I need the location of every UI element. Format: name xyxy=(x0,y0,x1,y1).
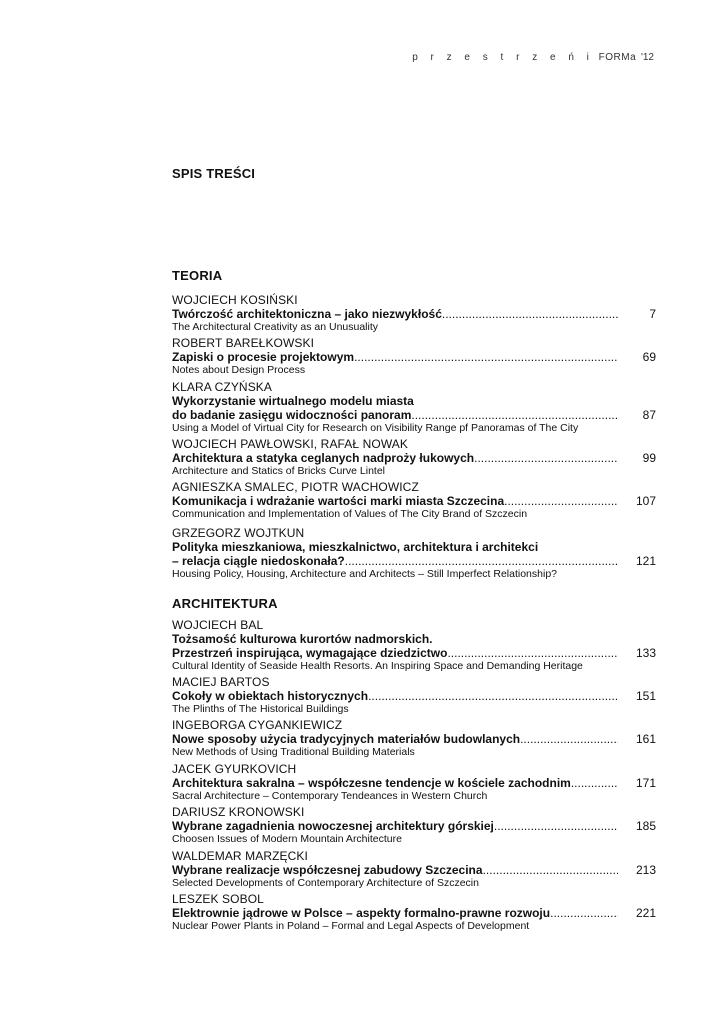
entry-title: Tożsamość kulturowa kurortów nadmorskich. xyxy=(172,632,433,646)
entry-title: Twórczość architektoniczna – jako niezwykłość ..... xyxy=(172,307,618,321)
section-title: ARCHITEKTURA xyxy=(172,596,278,611)
entry-page-number: 121 xyxy=(635,554,656,568)
entry-author: WOJCIECH PAWŁOWSKI, RAFAŁ NOWAK xyxy=(172,437,409,451)
entry-author: LESZEK SOBOL xyxy=(172,892,264,906)
entry-title: Wybrane zagadnienia nowoczesnej architektury górskiej ..... xyxy=(172,819,618,833)
entry-title: Architektura a statyka ceglanych nadproży łukowych ..... xyxy=(172,451,618,465)
header-forma: FORMa xyxy=(598,52,637,63)
entry-title: Polityka mieszkaniowa, mieszkalnictwo, architektura i architekci xyxy=(172,540,539,554)
toc-entry[interactable] xyxy=(172,293,656,333)
entry-subtitle: The Architectural Creativity as an Unusuality xyxy=(172,321,379,333)
toc-entry[interactable] xyxy=(172,892,656,932)
entry-page-number: 7 xyxy=(649,307,656,321)
entry-title: Architektura sakralna – współczesne tendencje w kościele zachodnim ..... xyxy=(172,776,618,790)
entry-subtitle: Housing Policy, Housing, Architecture and Architects – Still Imperfect Relationship? xyxy=(172,568,557,580)
page-title: SPIS TREŚCI xyxy=(172,166,256,181)
entry-author: INGEBORGA CYGANKIEWICZ xyxy=(172,718,343,732)
entry-subtitle: The Plinths of The Historical Buildings xyxy=(172,703,349,715)
entry-page-number: 99 xyxy=(642,451,656,465)
entry-subtitle: Architecture and Statics of Bricks Curve Lintel xyxy=(172,465,386,477)
entry-subtitle: Notes about Design Process xyxy=(172,364,306,376)
entry-author: ROBERT BAREŁKOWSKI xyxy=(172,336,315,350)
entry-title: Przestrzeń inspirująca, wymagające dziedzictwo ..... xyxy=(172,646,618,660)
toc-entry[interactable] xyxy=(172,336,656,376)
entry-subtitle: Selected Developments of Contemporary Architecture of Szczecin xyxy=(172,877,479,889)
entry-page-number: 171 xyxy=(635,776,656,790)
entry-author: WOJCIECH KOSIŃSKI xyxy=(172,293,298,307)
header-journal-name: p r z e s t r z e ń i xyxy=(412,52,594,63)
toc-entry[interactable] xyxy=(172,805,656,845)
toc-entry[interactable] xyxy=(172,849,656,889)
entry-title: Komunikacja i wdrażanie wartości marki miasta Szczecina ..... xyxy=(172,494,618,508)
entry-subtitle: Communication and Implementation of Values of The City Brand of Szczecin xyxy=(172,508,528,520)
toc-entry[interactable] xyxy=(172,618,656,672)
entry-subtitle: Using a Model of Virtual City for Research on Visibility Range pf Panoramas of The City xyxy=(172,422,579,434)
header-year: '12 xyxy=(640,52,654,63)
entry-subtitle: Sacral Architecture – Contemporary Tendeances in Western Church xyxy=(172,790,488,802)
entry-subtitle: Cultural Identity of Seaside Health Resorts. An Inspiring Space and Demanding Heritage xyxy=(172,660,583,672)
entry-page-number: 69 xyxy=(642,350,656,364)
entry-page-number: 151 xyxy=(635,689,656,703)
entry-page-number: 213 xyxy=(635,863,656,877)
toc-entry[interactable] xyxy=(172,380,656,434)
entry-title: Wykorzystanie wirtualnego modelu miasta xyxy=(172,394,414,408)
entry-title: Elektrownie jądrowe w Polsce – aspekty formalno-prawne rozwoju ..... xyxy=(172,906,618,920)
entry-author: KLARA CZYŃSKA xyxy=(172,380,273,394)
entry-page-number: 133 xyxy=(635,646,656,660)
entry-author: JACEK GYURKOVICH xyxy=(172,762,297,776)
entry-page-number: 161 xyxy=(635,732,656,746)
entry-title: Nowe sposoby użycia tradycyjnych materiałów budowlanych ..... xyxy=(172,732,618,746)
toc-entry[interactable] xyxy=(172,437,656,477)
entry-title: Wybrane realizacje współczesnej zabudowy Szczecina ..... xyxy=(172,863,618,877)
toc-entry[interactable] xyxy=(172,762,656,802)
entry-page-number: 87 xyxy=(642,408,656,422)
entry-page-number: 185 xyxy=(635,819,656,833)
entry-title: – relacja ciągle niedoskonała? ..... xyxy=(172,554,618,568)
entry-author: DARIUSZ KRONOWSKI xyxy=(172,805,305,819)
entry-subtitle: Nuclear Power Plants in Poland – Formal and Legal Aspects of Development xyxy=(172,920,530,932)
entry-author: WALDEMAR MARZĘCKI xyxy=(172,849,308,863)
entry-subtitle: Choosen Issues of Modern Mountain Architecture xyxy=(172,833,402,845)
entry-author: AGNIESZKA SMALEC, PIOTR WACHOWICZ xyxy=(172,480,419,494)
entry-page-number: 221 xyxy=(635,906,656,920)
entry-author: MACIEJ BARTOS xyxy=(172,675,270,689)
entry-author: WOJCIECH BAL xyxy=(172,618,264,632)
entry-title: Cokoły w obiektach historycznych ..... xyxy=(172,689,618,703)
entry-author: GRZEGORZ WOJTKUN xyxy=(172,526,305,540)
toc-entry[interactable] xyxy=(172,718,656,758)
section-title: TEORIA xyxy=(172,268,223,283)
running-header xyxy=(412,52,654,63)
entry-subtitle: New Methods of Using Traditional Building Materials xyxy=(172,746,415,758)
toc-entry[interactable] xyxy=(172,675,656,715)
entry-page-number: 107 xyxy=(635,494,656,508)
toc-entry[interactable] xyxy=(172,480,656,520)
entry-title: Zapiski o procesie projektowym ..... xyxy=(172,350,618,364)
toc-entry[interactable] xyxy=(172,526,656,580)
entry-title: do badanie zasięgu widoczności panoram ..... xyxy=(172,408,618,422)
